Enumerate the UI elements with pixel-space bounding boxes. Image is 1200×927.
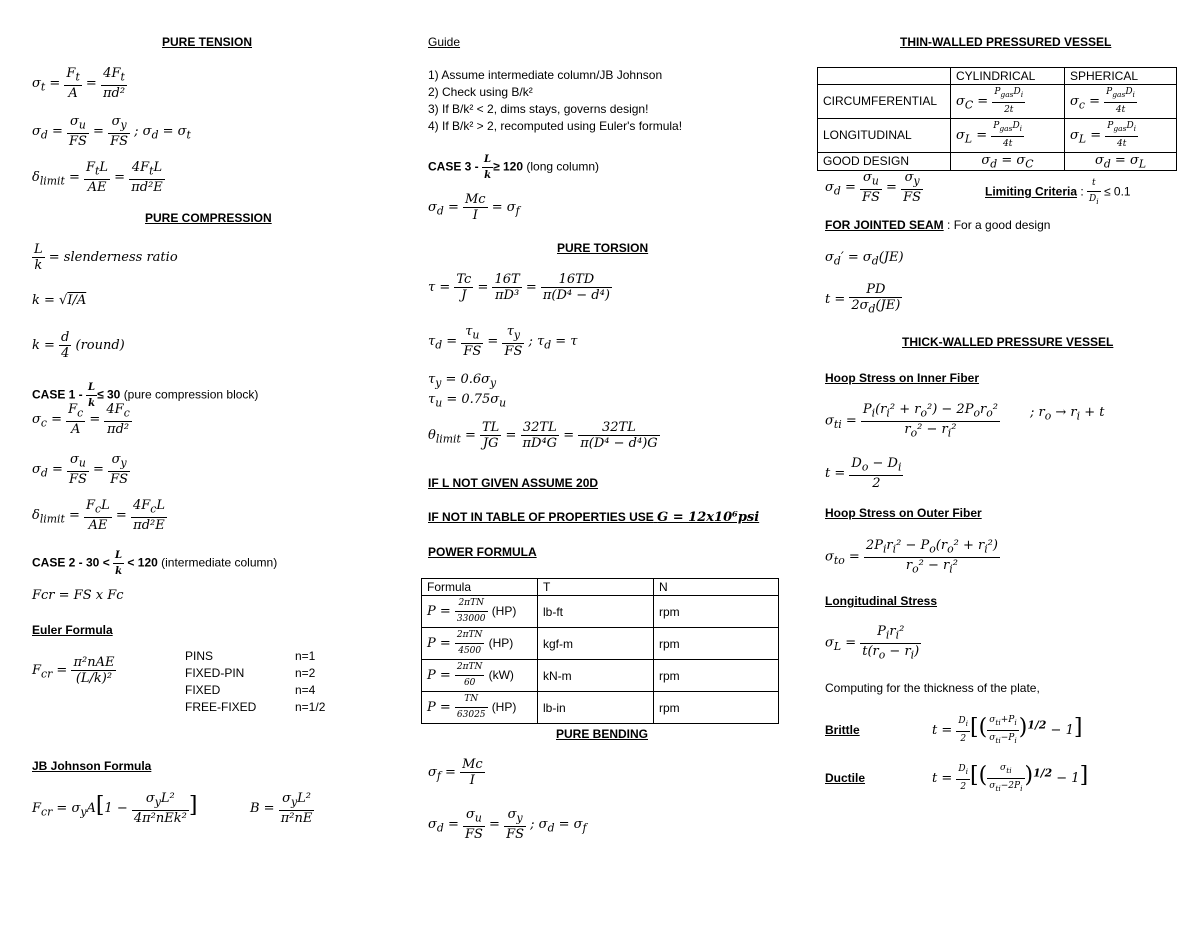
eq-joint-efficiency: $\sigma_d' = \sigma_d(JE)$ — [825, 250, 904, 268]
eq-design-stress-vessel: $\sigma_d$ = $\frac{\sigma_u}{FS}$ = $\frac{\sigma_y}{FS}$ — [825, 170, 922, 205]
label-brittle: Brittle — [825, 723, 860, 737]
eq-brittle: t = $\frac{D_i}{2}$ [( $\sigma_{ti}+P_i$ $\sigma_{ti}-P_i$ )$^{1/2}$ − 1] — [932, 714, 1083, 745]
eq-slenderness: $\frac{L}{k}$ = slenderness ratio — [34, 242, 178, 273]
jointed-tail: : For a good design — [947, 218, 1051, 232]
limiting-criteria: Limiting Criteria : $\frac{t}{D_i}$ ≤ 0.1 — [985, 178, 1131, 206]
eq-ductile: t = $\frac{D_i}{2}$ [( $\sigma_{ti}$ $\sigma_{ti}-2P_i$ )$^{1/2}$ − 1] — [932, 762, 1089, 793]
table-row — [422, 660, 779, 692]
table-header: CYLINDRICAL — [951, 68, 1065, 85]
eq-design-stress-compression: $\sigma_d$ = $\frac{\sigma_u}{FS}$ = $\frac{\sigma_y}{FS}$ — [32, 452, 129, 487]
table-header — [818, 68, 951, 85]
formula-unit: (HP) — [491, 604, 517, 618]
heading-pure-torsion: PURE TORSION — [557, 241, 649, 255]
end-n: n=1 — [295, 649, 316, 663]
eq-delta-tension: $\delta_{limit}$ = $F_tL$ AE = $4F_tL$ πd²E — [32, 160, 163, 195]
eq-b: B = $\sigma_yL^2$ π²nE — [250, 791, 313, 826]
guide-step: 3) If B/k² < 2, dims stays, governs design! — [428, 102, 649, 116]
table-row-label: GOOD DESIGN — [818, 152, 951, 171]
eq-hoop-outer: $\sigma_{to}$ = $2P_ir_i^2 - P_o(r_o^2 + r_i^2)$ $r_o^2 - r_i^2$ — [825, 538, 998, 576]
formula-den: 4500 — [458, 646, 482, 656]
heading-longitudinal: Longitudinal Stress — [825, 594, 938, 608]
case1-tail: ≤ 30 — [97, 387, 121, 402]
eq-cyl-circ: $\sigma_C$ = $P_{gas}D_i$ 2t — [951, 85, 1065, 119]
table-cell: kgf-m — [538, 628, 654, 660]
guide-steps — [428, 67, 682, 135]
table-header-row — [818, 68, 1177, 85]
end-n: n=2 — [295, 666, 316, 680]
table-cell: lb-in — [538, 692, 654, 724]
eq-flexure: $\sigma_f$ = $\frac{Mc}{I}$ — [428, 757, 483, 788]
case2-label: CASE 2 - 30 < $\frac{L}{k}$ < 120 (intermediate column) — [32, 550, 278, 577]
formula-num: 2πTN — [455, 660, 485, 676]
heading-pure-tension: PURE TENSION — [162, 35, 253, 49]
table-cell: kN-m — [538, 660, 654, 692]
formula-den: 33000 — [456, 614, 486, 624]
case2-desc: (intermediate column) — [161, 555, 278, 570]
end-n: n=4 — [295, 683, 316, 697]
eq-shear-yield: $\tau_y = 0.6\sigma_y$ $\tau_u = 0.75\sigma_u$ — [428, 372, 507, 410]
eq-flexure-case3: $\sigma_d$ = $\frac{Mc}{I}$ = $\sigma_f$ — [428, 192, 520, 223]
computing-text: Computing for the thickness of the plate, — [825, 681, 1040, 695]
eq-sph-good: $\sigma_d = \sigma_L$ — [1065, 152, 1177, 171]
eq-k-radius: k = √I/A — [32, 293, 87, 308]
eq-design-stress-tension: $\sigma_d$ = $\frac{\sigma_u}{FS}$ = $\frac{\sigma_y}{FS}$ ; $\sigma_d = \sigma_t$ — [32, 114, 191, 149]
table-header: Formula — [422, 579, 538, 596]
formula-num: TN — [455, 692, 488, 708]
case1-text: CASE 1 - — [32, 387, 83, 402]
limiting-value: ≤ 0.1 — [1104, 184, 1131, 199]
case1-desc: (pure compression block) — [123, 387, 259, 402]
case3-text: CASE 3 - — [428, 159, 479, 174]
power-formula-cell: P = 2πTN 60 (kW) — [422, 660, 538, 692]
eq-ro-relation: ; $r_o \to r_i + t$ — [1030, 405, 1105, 423]
table-row — [422, 692, 779, 724]
table-cell: rpm — [654, 692, 779, 724]
case3-tail: ≥ 120 — [493, 159, 524, 174]
case2-tail: < 120 — [127, 555, 158, 570]
power-formula-cell: P = 2πTN 4500 (HP) — [422, 628, 538, 660]
eq-euler: $F_{cr}$ = π²nAE (L/k)² — [32, 655, 115, 686]
guide-step: 1) Assume intermediate column/JB Johnson — [428, 68, 663, 82]
heading-pure-bending: PURE BENDING — [556, 727, 649, 741]
end-name: PINS — [185, 649, 214, 663]
table-cell: rpm — [654, 628, 779, 660]
vessel-table — [817, 67, 1177, 171]
heading-power-formula: POWER FORMULA — [428, 545, 537, 559]
eq-thickness-diameters: t = $\frac{D_o - D_i}{2}$ — [825, 456, 902, 491]
eq-sph-long: $\sigma_L$ = $P_{gas}D_i$ 4t — [1065, 118, 1177, 152]
formula-num: 2πTN — [455, 628, 485, 644]
formula-unit: (HP) — [491, 700, 517, 714]
case3-desc: (long column) — [526, 159, 600, 174]
eq-k-round: k = $\frac{d}{4}$ (round) — [32, 330, 125, 361]
table-cell: lb-ft — [538, 596, 654, 628]
end-name: FREE-FIXED — [185, 700, 257, 714]
eq-compression-stress: $\sigma_c$ = $\frac{F_c}{A}$ = $\frac{4F_c}{\text{πd²}}$ — [32, 402, 130, 437]
eq-delta-compression: $\delta_{limit}$ = $F_cL$ AE = $4F_cL$ πd²E — [32, 498, 165, 533]
end-name: FIXED — [185, 683, 221, 697]
formula-num: 2πTN — [455, 596, 488, 612]
guide-step: 2) Check using B/k² — [428, 85, 533, 99]
table-row — [818, 118, 1177, 152]
heading-jb-johnson: JB Johnson Formula — [32, 759, 152, 773]
end-condition-names — [185, 648, 256, 716]
jointed-seam-line — [825, 218, 1050, 232]
eq-torsion-stress: τ = $\frac{Tc}{J}$ = $\frac{16T}{\text{πD³}}$ = $\frac{16TD}{\text{π(D⁴ − d⁴)}}$ — [428, 272, 610, 303]
power-table — [421, 578, 779, 724]
eq-angle-twist: $\theta_{limit}$ = $\frac{TL}{JG}$ = $\frac{32TL}{\text{πD⁴G}}$ = $\frac{32TL}{\text{π(D⁴ − d⁴)G}}$ — [428, 420, 658, 451]
eq-design-flexure: $\sigma_d$ = $\frac{\sigma_u}{FS}$ = $\frac{\sigma_y}{FS}$ ; $\sigma_d = \sigma_f$ — [428, 807, 587, 842]
table-row-label: CIRCUMFERENTIAL — [818, 85, 951, 119]
case3-label: CASE 3 - $\frac{L}{k}$ ≥ 120 (long column) — [428, 154, 600, 181]
heading-thin-walled: THIN-WALLED PRESSURED VESSEL — [900, 35, 1112, 49]
formula-den: 63025 — [456, 710, 486, 720]
table-row — [422, 596, 779, 628]
case2-text: CASE 2 - 30 < — [32, 555, 110, 570]
heading-hoop-outer: Hoop Stress on Outer Fiber — [825, 506, 982, 520]
limiting-label: Limiting Criteria — [985, 184, 1078, 199]
eq-design-shear: $\tau_d$ = $\frac{\tau_u}{FS}$ = $\frac{\tau_y}{FS}$ ; $\tau_d = \tau$ — [428, 324, 578, 359]
note-g-text: IF NOT IN TABLE OF PROPERTIES USE — [428, 510, 654, 524]
formula-unit: (kW) — [488, 668, 514, 682]
eq-cyl-long: $\sigma_L$ = $P_{gas}D_i$ 4t — [951, 118, 1065, 152]
heading-thick-walled: THICK-WALLED PRESSURE VESSEL — [902, 335, 1114, 349]
label-ductile: Ductile — [825, 771, 866, 785]
g-value: G = 12x10⁶psi — [657, 510, 760, 525]
eq-sph-circ: $\sigma_c$ = $P_{gas}D_i$ 4t — [1065, 85, 1177, 119]
eq-thickness-thin: t = $\frac{PD}{2\sigma_d(JE)}$ — [825, 282, 901, 316]
formula-unit: (HP) — [488, 636, 514, 650]
table-row — [422, 628, 779, 660]
heading-euler: Euler Formula — [32, 623, 113, 637]
note-g-value — [428, 510, 759, 525]
eq-longitudinal: $\sigma_L$ = $P_ir_i^2$ $t(r_o - r_i)$ — [825, 624, 920, 662]
slenderness-text: = slenderness ratio — [48, 250, 178, 265]
eq-cyl-good: $\sigma_d = \sigma_C$ — [951, 152, 1065, 171]
eq-jb-johnson: $F_{cr} = \sigma_yA[1$ − $\sigma_yL^2$ 4π²nEk² ] — [32, 791, 198, 826]
eq-hoop-inner: $\sigma_{ti}$ = $P_i(r_i^2 + r_o^2) - 2P_or_o^2$ $r_o^2 - r_i^2$ — [825, 402, 998, 440]
heading-guide: Guide — [428, 35, 461, 49]
table-header: SPHERICAL — [1065, 68, 1177, 85]
table-row — [818, 85, 1177, 119]
heading-hoop-inner: Hoop Stress on Inner Fiber — [825, 371, 980, 385]
end-name: FIXED-PIN — [185, 666, 245, 680]
power-formula-cell: P = $\frac{TN}{63025}$ (HP) — [422, 692, 538, 724]
note-l-not-given: IF L NOT GIVEN ASSUME 20D — [428, 476, 599, 490]
table-cell: rpm — [654, 660, 779, 692]
case1-label: CASE 1 - $\frac{L}{k}$ ≤ 30 (pure compression block) — [32, 382, 259, 409]
eq-tension-stress: $\sigma_t$ = $\frac{F_t}{A}$ = $\frac{4F_t}{\text{πd²}}$ — [32, 66, 126, 101]
table-header-row — [422, 579, 779, 596]
power-formula-cell: P = 2πTN 33000 (HP) — [422, 596, 538, 628]
table-cell: rpm — [654, 596, 779, 628]
end-condition-values — [295, 648, 325, 716]
eq-fcr-fs: Fcr = FS x Fc — [32, 588, 124, 603]
guide-step: 4) If B/k² > 2, recomputed using Euler's formula! — [428, 119, 683, 133]
formula-den: 60 — [463, 678, 476, 688]
table-header: T — [538, 579, 654, 596]
table-row-label: LONGITUDINAL — [818, 118, 951, 152]
jointed-seam-label: FOR JOINTED SEAM — [825, 218, 944, 232]
end-n: n=1/2 — [295, 700, 326, 714]
table-header: N — [654, 579, 779, 596]
heading-pure-compression: PURE COMPRESSION — [145, 211, 272, 225]
table-row — [818, 152, 1177, 171]
